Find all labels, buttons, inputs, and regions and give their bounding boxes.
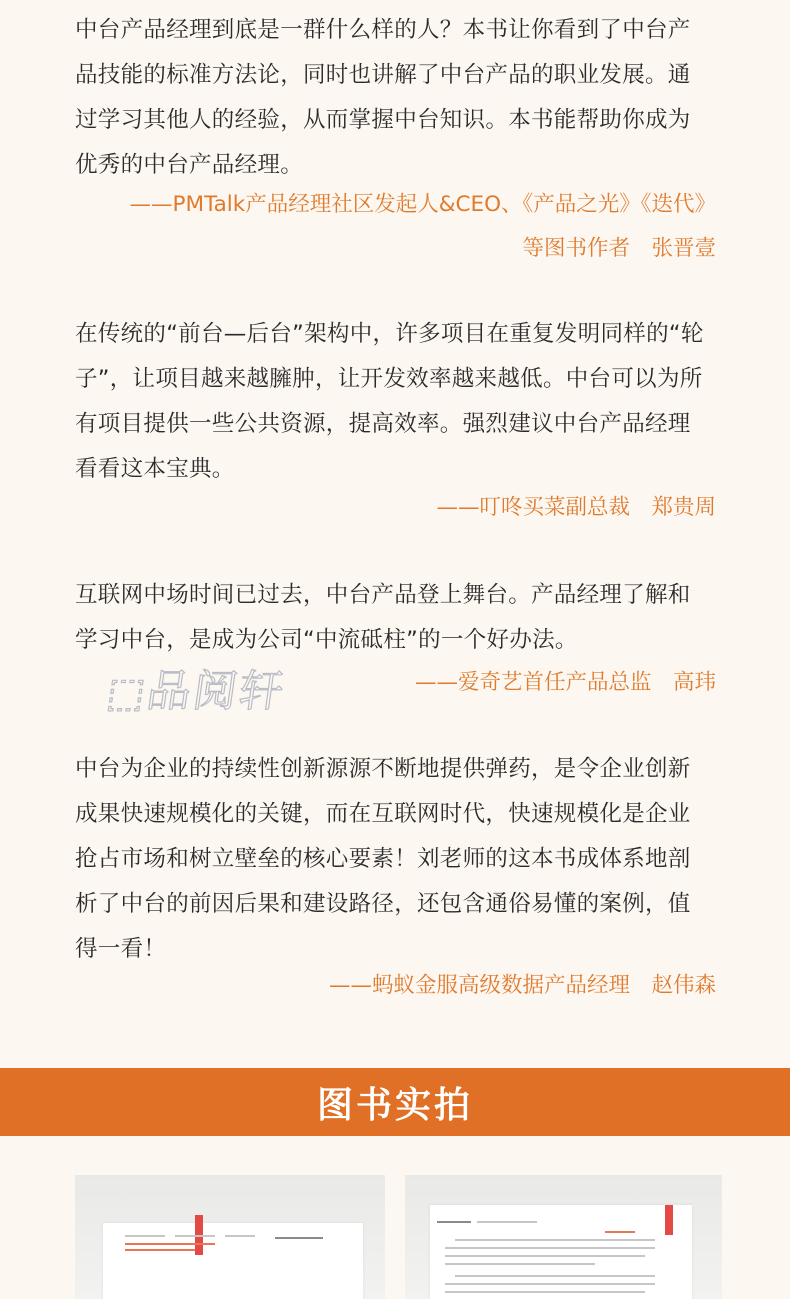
book-photo-inner-page [405, 1175, 722, 1299]
quote-text: 在传统的“前台—后台”架构中，许多项目在重复发明同样的“轮 子”，让项目越来越臃肿，让开发效率越来越低。中台可以为所 有项目提供一些公共资源，提高效率。强烈建议中台产品经理 看看这本宝典。 [75, 321, 704, 482]
section-banner [0, 1068, 790, 1136]
quote-attribution: ——叮咚买菜副总裁 郑贵周 [436, 495, 716, 520]
quote-text: 中台为企业的持续性创新源源不断地提供弹药，是令企业创新 成果快速规模化的关键，而在互联网时代，快速规模化是企业 抢占市场和树立壁垒的核心要素！刘老师的这本书成体系地剖 析了中台的前因后果和建设路径，还包含通俗易懂的案例，值 得一看！ [75, 756, 691, 962]
book-photo-cover [75, 1175, 385, 1299]
quote-text: 中台产品经理到底是一群什么样的人？本书让你看到了中台产 品技能的标准方法论，同时也讲解了中台产品的职业发展。通 过学习其他人的经验，从而掌握中台知识。本书能帮助你成为 优秀的中台产品经理。 [75, 17, 691, 178]
quote-attribution: ——蚂蚁金服高级数据产品经理 赵伟森 [328, 973, 716, 998]
quote-attribution: ——PMTalk产品经理社区发起人&CEO、《产品之光》《迭代》 等图书作者 张晋壹 [129, 192, 716, 261]
watermark-logo: ⬚品阅轩 [103, 666, 289, 717]
quote-attribution: ——爱奇艺首任产品总监 高玮 [414, 670, 716, 695]
banner-title: 图书实拍 [316, 1084, 473, 1126]
quote-text: 互联网中场时间已过去，中台产品登上舞台。产品经理了解和 学习中台，是成为公司“中流砥柱”的一个好办法。 [75, 582, 691, 653]
